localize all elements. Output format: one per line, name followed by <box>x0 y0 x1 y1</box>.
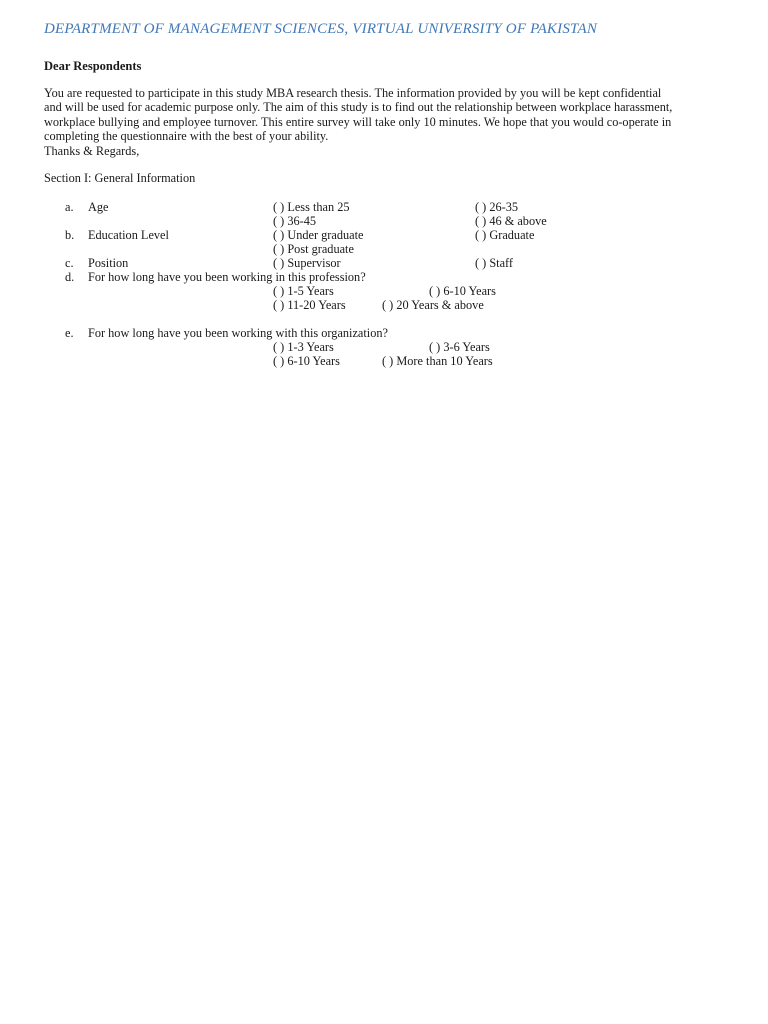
option-36-45[interactable]: ( ) 36-45 <box>273 214 317 228</box>
option-more-than-10-years[interactable]: ( ) More than 10 Years <box>382 354 493 368</box>
question-marker: e. <box>65 326 74 340</box>
option-11-20-years[interactable]: ( ) 11-20 Years <box>273 298 346 312</box>
intro-line: and will be used for academic purpose only. The aim of this study is to find out the relationship between workplace harassment, <box>44 100 673 115</box>
option-less-than-25[interactable]: ( ) Less than 25 <box>273 200 350 214</box>
option-6-10-years[interactable]: ( ) 6-10 Years <box>429 284 496 298</box>
intro-line: You are requested to participate in this study MBA research thesis. The information provided by you will be kept confidential <box>44 86 662 100</box>
closing-line: Thanks & Regards, <box>44 144 140 158</box>
option-under-graduate[interactable]: ( ) Under graduate <box>273 228 364 242</box>
option-20-years-and-above[interactable]: ( ) 20 Years & above <box>382 298 484 312</box>
question-marker: c. <box>65 256 74 270</box>
salutation: Dear Respondents <box>44 59 142 73</box>
section-title: Section I: General Information <box>44 171 196 185</box>
option-1-3-years[interactable]: ( ) 1-3 Years <box>273 340 334 354</box>
question-marker: b. <box>65 228 75 242</box>
option-graduate[interactable]: ( ) Graduate <box>475 228 535 242</box>
option-26-35[interactable]: ( ) 26-35 <box>475 200 519 214</box>
option-46-and-above[interactable]: ( ) 46 & above <box>475 214 547 228</box>
department-heading: DEPARTMENT OF MANAGEMENT SCIENCES, VIRTUAL UNIVERSITY OF PAKISTAN <box>44 21 598 37</box>
intro-line: completing the questionnaire with the best of your ability. <box>44 128 329 143</box>
option-1-5-years[interactable]: ( ) 1-5 Years <box>273 284 334 298</box>
question-label-age: Age <box>88 200 109 214</box>
question-label-organization-duration: For how long have you been working with this organization? <box>88 326 388 340</box>
question-marker: d. <box>65 270 75 284</box>
option-supervisor[interactable]: ( ) Supervisor <box>273 256 341 270</box>
question-label-education-level: Education Level <box>88 228 169 242</box>
question-label-profession-duration: For how long have you been working in this profession? <box>88 270 366 284</box>
option-3-6-years[interactable]: ( ) 3-6 Years <box>429 340 490 354</box>
option-staff[interactable]: ( ) Staff <box>475 256 514 270</box>
question-marker: a. <box>65 200 74 214</box>
option-post-graduate[interactable]: ( ) Post graduate <box>273 242 354 256</box>
question-label-position: Position <box>88 256 129 270</box>
intro-line: workplace bullying and employee turnover. This entire survey will take only 10 minutes. We hope that you would co-operate in <box>44 114 672 129</box>
intro-paragraph <box>44 86 708 143</box>
option-6-10-years-org[interactable]: ( ) 6-10 Years <box>273 354 340 368</box>
